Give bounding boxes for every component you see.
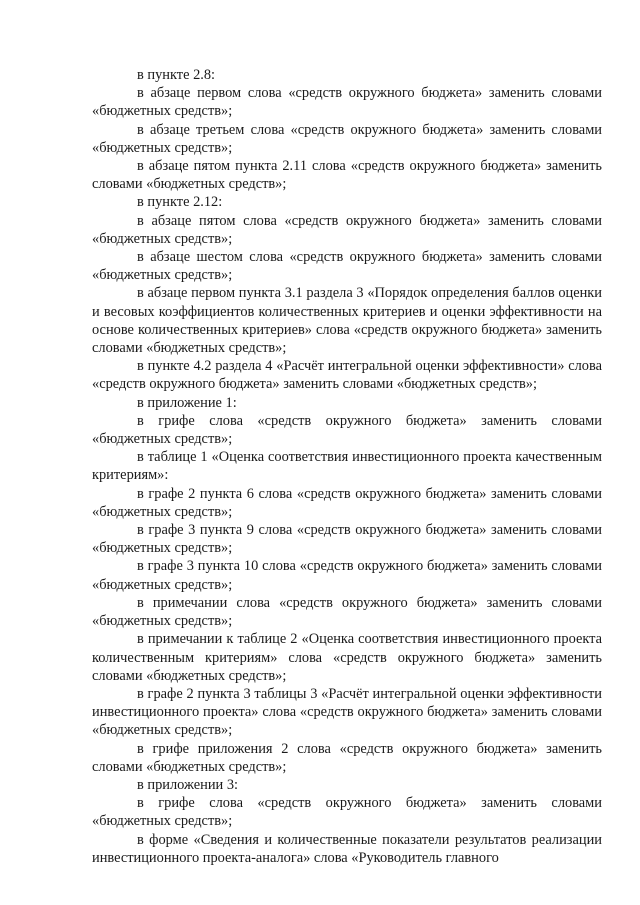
paragraph-3: в абзаце третьем слова «средств окружного бюджета» заменить словами «бюджетных средств»; bbox=[92, 121, 602, 156]
paragraph-14: в графе 3 пункта 9 слова «средств окружного бюджета» заменить словами «бюджетных средств»; bbox=[92, 522, 602, 557]
document-page bbox=[92, 66, 602, 867]
paragraph-7: в абзаце шестом слова «средств окружного бюджета» заменить словами «бюджетных средств»; bbox=[92, 249, 602, 284]
paragraph-2: в абзаце первом слова «средств окружного бюджета» заменить словами «бюджетных средств»; bbox=[92, 85, 602, 120]
paragraph-21: в грифе слова «средств окружного бюджета» заменить словами «бюджетных средств»; bbox=[92, 795, 602, 830]
paragraph-15: в графе 3 пункта 10 слова «средств окружного бюджета» заменить словами «бюджетных средств»; bbox=[92, 558, 602, 593]
paragraph-11: в грифе слова «средств окружного бюджета» заменить словами «бюджетных средств»; bbox=[92, 412, 602, 448]
paragraph-10: в приложение 1: bbox=[137, 394, 237, 411]
paragraph-9: в пункте 4.2 раздела 4 «Расчёт интегральной оценки эффективности» слова «средств окружного бюджета» заменить словами «бюджетных средств»; bbox=[92, 358, 602, 393]
paragraph-18: в графе 2 пункта 3 таблицы 3 «Расчёт интегральной оценки эффективности инвестиционного проекта» слова «средств окружного бюджета» заменить словами «бюджетных средств»; bbox=[92, 685, 602, 739]
paragraph-13: в графе 2 пункта 6 слова «средств окружного бюджета» заменить словами «бюджетных средств»; bbox=[92, 485, 602, 520]
paragraph-19: в грифе приложения 2 слова «средств окружного бюджета» заменить словами «бюджетных средств»; bbox=[92, 740, 602, 775]
paragraph-4: в абзаце пятом пункта 2.11 слова «средств окружного бюджета» заменить словами «бюджетных средств»; bbox=[92, 158, 602, 193]
paragraph-17: в примечании к таблице 2 «Оценка соответствия инвестиционного проекта количественным критериям» слова «средств окружного бюджета» заменить словами «бюджетных средств»; bbox=[92, 631, 602, 684]
paragraph-5: в пункте 2.12: bbox=[137, 194, 223, 211]
paragraph-22: в форме «Сведения и количественные показатели результатов реализации инвестиционного проекта-аналога» слова «Руководитель главного bbox=[92, 831, 602, 866]
paragraph-1: в пункте 2.8: bbox=[137, 67, 216, 83]
paragraph-6: в абзаце пятом слова «средств окружного бюджета» заменить словами «бюджетных средств»; bbox=[92, 212, 602, 247]
paragraph-8: в абзаце первом пункта 3.1 раздела 3 «Порядок определения баллов оценки и весовых коэффициентов количественных критериев и оценки эффективности на основе количественных критериев» слова «средств окружного бюджета» заменить словами «бюджетных средств»; bbox=[92, 285, 602, 357]
paragraph-12: в таблице 1 «Оценка соответствия инвестиционного проекта качественным критериям»: bbox=[92, 449, 602, 484]
paragraph-16: в примечании слова «средств окружного бюджета» заменить словами «бюджетных средств»; bbox=[92, 594, 602, 630]
paragraph-20: в приложении 3: bbox=[137, 776, 239, 793]
